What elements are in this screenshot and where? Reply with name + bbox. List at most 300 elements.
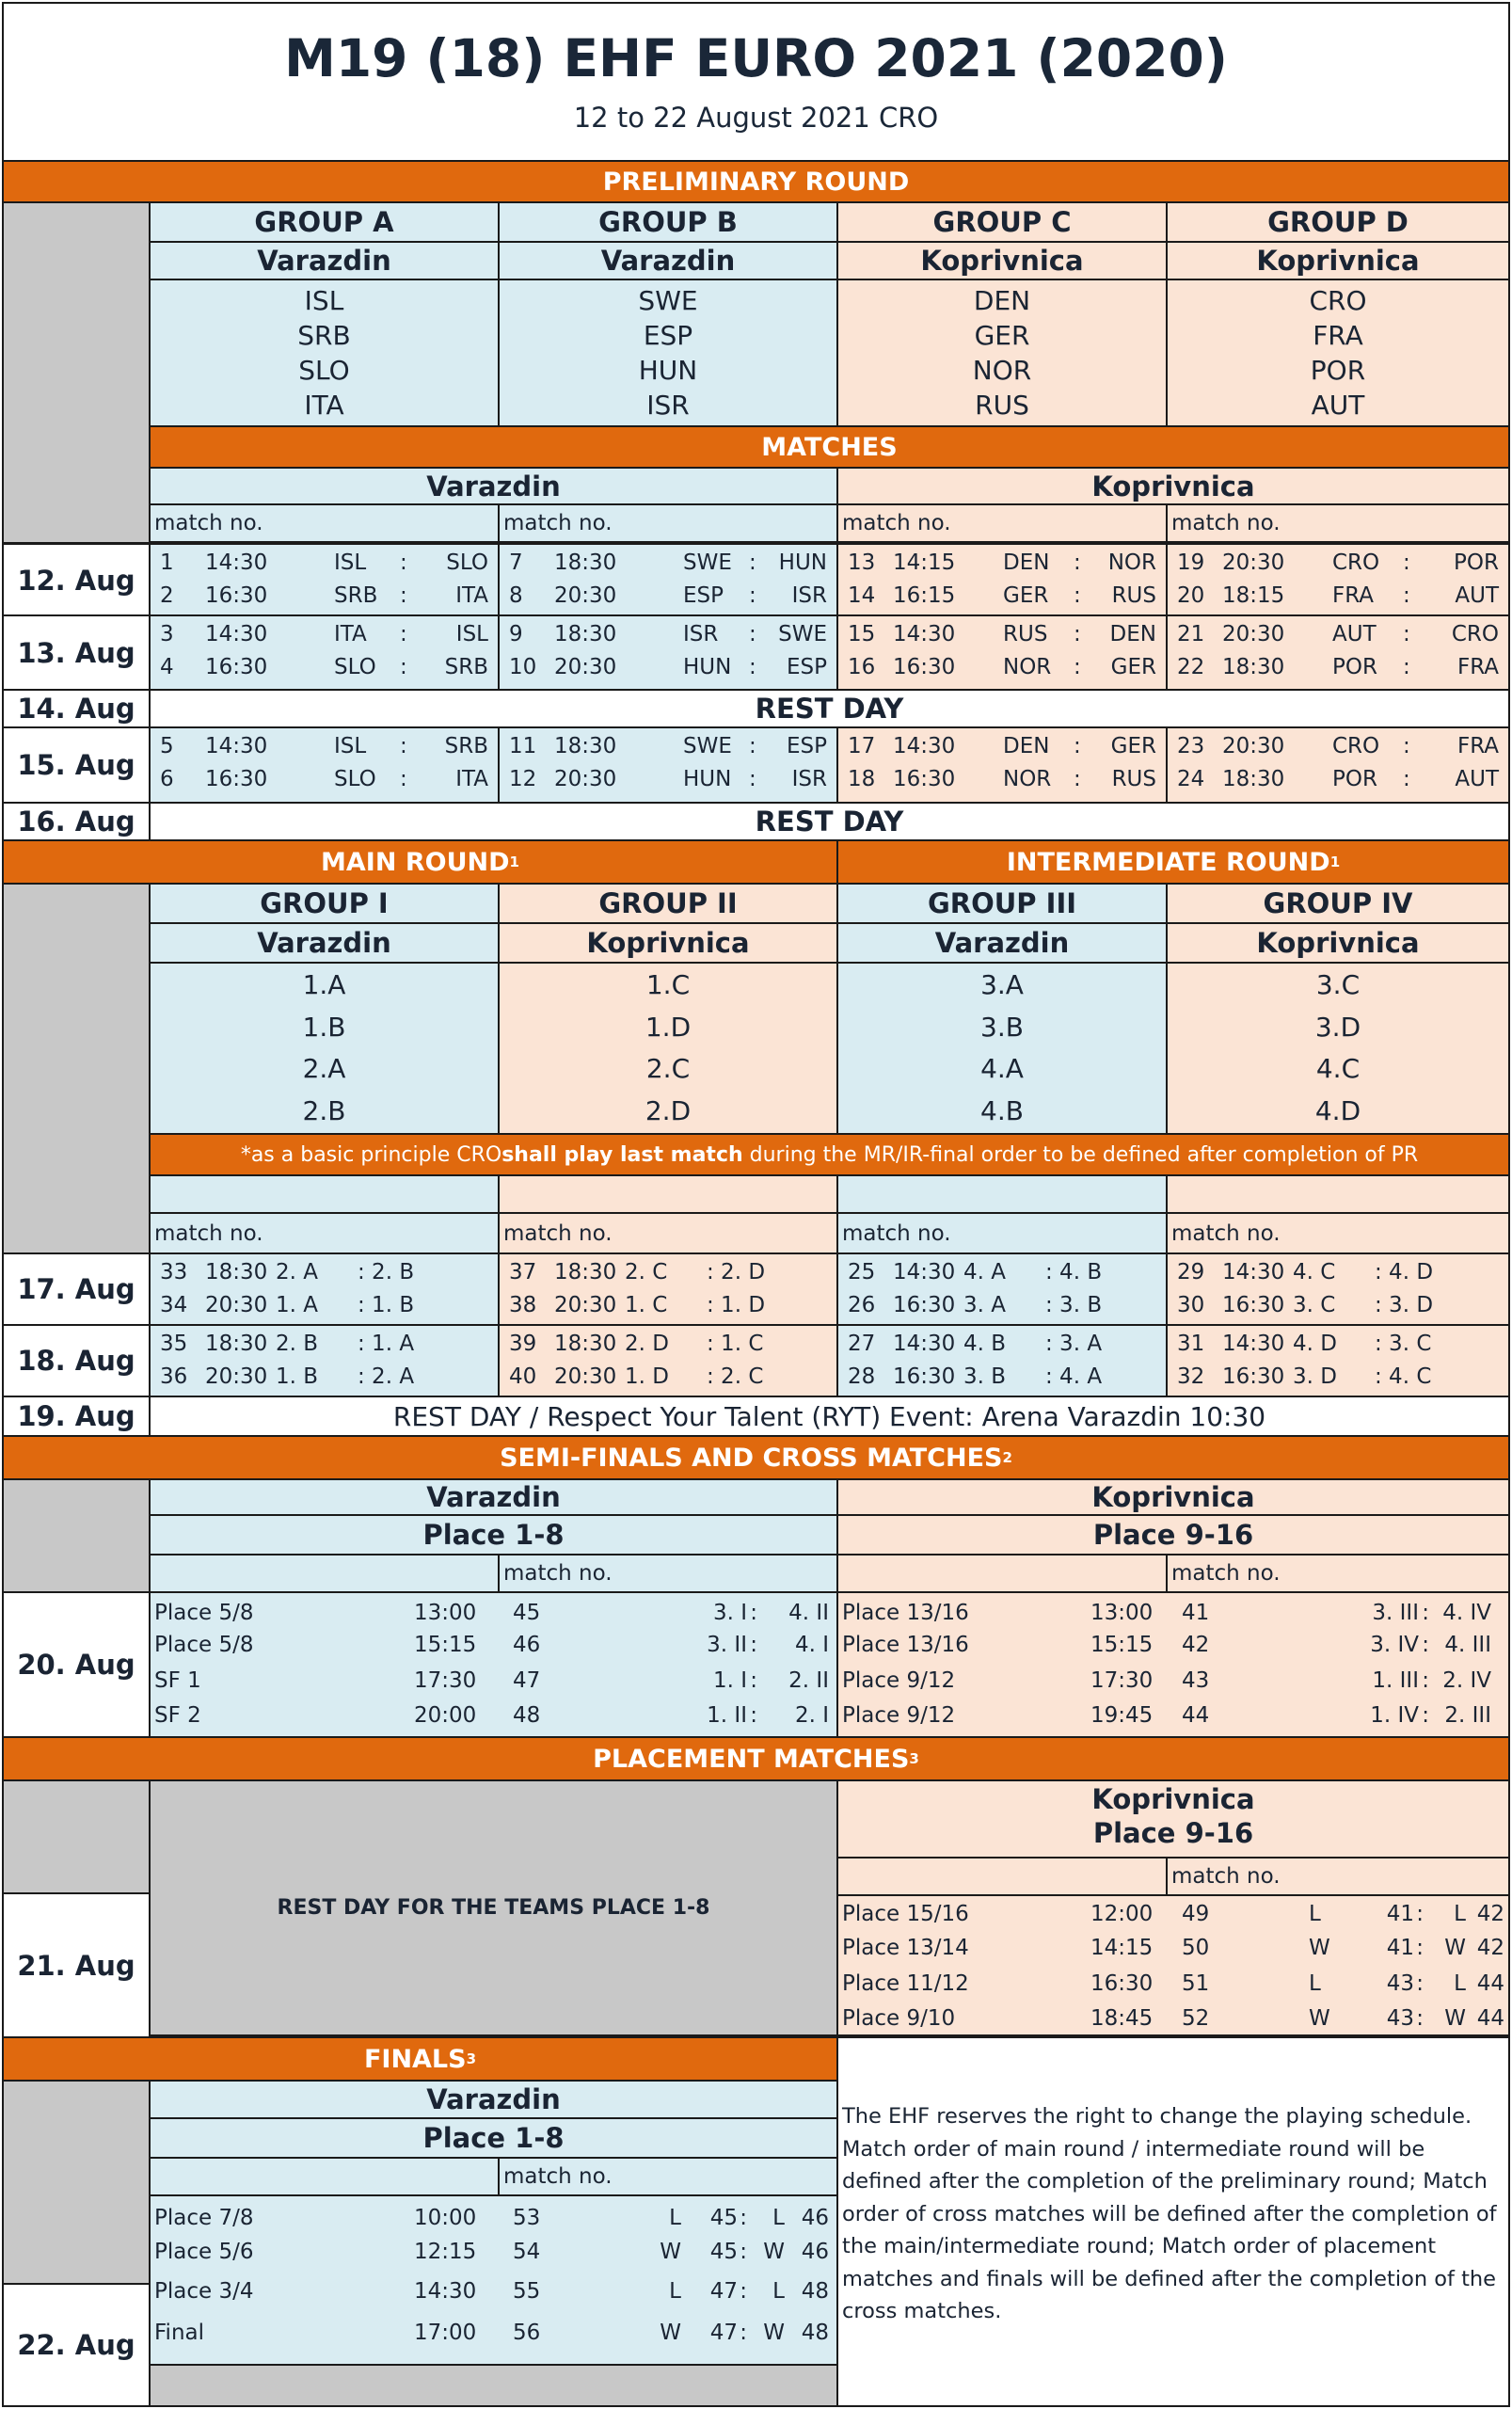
group-title: GROUP I [260,887,389,919]
team-name: GER [974,320,1030,351]
match-field: : [400,550,407,575]
date-text: 18. Aug [17,1345,135,1377]
section-placement-matches: PLACEMENT MATCHES 3 [2,1736,1510,1781]
match-field: 4. D [1293,1332,1337,1356]
match-field: 2. C [625,1260,668,1284]
match-field: 14:30 [1222,1332,1285,1356]
match-field: Place 13/16 [842,1633,969,1657]
match-field: SWE [683,550,732,575]
match-field: ISL [334,734,367,758]
match-field: : [749,622,756,646]
table-row [838,1699,1508,1734]
match-field: ISL [455,622,488,646]
match-field: 32 [1177,1364,1205,1389]
venue-koprivnica: Koprivnica [836,1478,1510,1516]
match-field: : [400,655,407,679]
match-field: 14:30 [414,2279,477,2304]
table-row [151,1328,498,1361]
match-field: 14:30 [893,1260,956,1284]
section-main-round: MAIN ROUND 1 [2,839,838,885]
match-field: 12 [509,767,537,791]
match-field: AUT [1332,622,1377,646]
match-field: 43 [1386,1971,1414,1996]
match-field: 47 [709,2279,738,2304]
match-no-label: match no. [498,2157,838,2196]
match-cell [149,1324,500,1397]
place-1-8: Place 1-8 [149,1514,838,1555]
match-field: 42 [1476,1902,1504,1926]
table-row [838,1289,1166,1322]
match-field: 3. I [712,1601,747,1625]
date-16-aug: 16. Aug [2,802,151,841]
match-field: : [1422,1601,1429,1625]
match-field: 10:00 [414,2206,477,2230]
match-field: GER [1003,583,1049,608]
match-field: DEN [1003,550,1050,575]
match-field: FRA [1456,734,1499,758]
date-text: 17. Aug [17,1273,135,1305]
match-field: 5 [160,734,174,758]
match-field: L [1454,1971,1466,1996]
venue-koprivnica: Koprivnica [1091,1783,1255,1815]
match-field: 11 [509,734,537,758]
date-text: 13. Aug [17,637,135,669]
match-field: : 3. B [1045,1293,1103,1317]
table-row [500,1256,836,1289]
match-field: 9 [509,622,523,646]
section-semi-finals: SEMI-FINALS AND CROSS MATCHES 2 [2,1435,1510,1480]
match-cell [1166,726,1510,804]
match-field: 20:30 [554,1364,617,1389]
match-field: : [750,1633,757,1657]
match-field: 49 [1182,1902,1210,1926]
match-field: : [1074,583,1081,608]
table-row [1168,651,1508,684]
table-row [500,580,836,613]
match-field: W [660,2321,681,2345]
match-field: SF 1 [154,1668,201,1693]
match-field: 2. D [625,1332,669,1356]
section-intermediate-round: INTERMEDIATE ROUND 1 [836,839,1510,885]
match-field: 18:30 [554,734,617,758]
match-field: : 4. B [1045,1260,1103,1284]
match-field: : [750,1703,757,1728]
match-field: 18:30 [554,622,617,646]
match-field: ESP [683,583,724,608]
section-preliminary-round: PRELIMINARY ROUND [2,160,1510,203]
match-field: HUN [778,550,827,575]
page-title: M19 (18) EHF EURO 2021 (2020) [284,28,1228,88]
match-no-label [836,503,1168,543]
match-field: 19:45 [1090,1703,1154,1728]
match-field: 3. A [963,1293,1006,1317]
match-field: 20:30 [554,767,617,791]
match-field: 44 [1476,2006,1504,2031]
match-field: Place 13/14 [842,1936,969,1960]
match-field: 12:15 [414,2240,477,2264]
match-field: DEN [1109,622,1156,646]
match-field: : [1416,2006,1424,2031]
match-field: 37 [509,1260,537,1284]
match-field: SRB [334,583,378,608]
match-field: L [1309,1971,1321,1996]
match-field: 40 [509,1364,537,1389]
match-field: 16:30 [205,767,268,791]
match-cell [836,543,1168,618]
group-name [498,201,838,243]
table-row [1168,580,1508,613]
rest-day: REST DAY [149,689,1510,728]
table-row [838,2002,1508,2036]
match-field: 4. C [1293,1260,1336,1284]
match-no-label [149,1212,500,1254]
match-no-text: match no. [1171,1220,1281,1246]
blank-cell [836,1174,1168,1214]
match-field: Place 5/8 [154,1601,254,1625]
group-name [1166,883,1510,924]
table-row [838,1593,1508,1629]
group-teams [149,279,500,427]
place-1-8: Place 1-8 [149,2117,838,2159]
team-name: HUN [638,355,698,386]
match-field: 3. B [963,1364,1007,1389]
match-field: : [400,767,407,791]
match-field: 12:00 [1090,1902,1154,1926]
table-row [838,1256,1166,1289]
group-title: GROUP C [932,206,1072,238]
match-no-label [498,1212,838,1254]
table-row [838,1932,1508,1968]
section-finals: FINALS 3 [2,2036,838,2082]
table-row [838,1896,1508,1932]
match-field: 20:30 [1222,550,1285,575]
match-field: 16:30 [1222,1293,1285,1317]
match-field: 18:30 [205,1260,268,1284]
match-no-label [1166,1212,1510,1254]
match-field: GER [1110,655,1156,679]
team-name: RUS [975,390,1029,421]
match-cell [1166,1324,1510,1397]
match-field: 39 [509,1332,537,1356]
date-19-aug: 19. Aug [2,1396,151,1437]
table-row [151,651,498,684]
match-field: 51 [1182,1971,1210,1996]
group-teams [1166,962,1510,1135]
match-field: ISR [683,622,719,646]
table-row [151,2317,836,2358]
team-name: 2.C [645,1053,691,1084]
match-field: 22 [1177,655,1205,679]
match-cell [1166,1252,1510,1326]
team-name: 1.A [302,969,346,1000]
venue-name: Koprivnica [1256,927,1420,959]
match-field: 56 [513,2321,541,2345]
table-row [151,1699,836,1734]
match-field: 43 [1182,1668,1210,1693]
table-row [151,1289,498,1322]
table-row [500,651,836,684]
match-field: : [749,655,756,679]
match-field: 16:30 [893,1293,956,1317]
match-field: : [1074,550,1081,575]
match-field: 41 [1386,1936,1414,1960]
match-no-text: match no. [503,511,613,535]
table-row [500,618,836,651]
table-row [1168,1361,1508,1394]
group-venue [836,241,1168,280]
group-name [836,201,1168,243]
table-row [838,580,1166,613]
match-field: : [749,734,756,758]
match-no-text: match no. [1171,511,1281,535]
team-name: 1.B [302,1011,346,1043]
match-field: : [749,767,756,791]
match-field: : [400,583,407,608]
table-row [151,547,498,580]
match-field: Place 9/12 [842,1703,956,1728]
match-field: 10 [509,655,537,679]
match-field: CRO [1451,622,1499,646]
match-field: 18:30 [554,1260,617,1284]
match-field: AUT [1455,767,1499,791]
table-row [838,1361,1166,1394]
group-venue [1166,241,1510,280]
match-field: L [1309,1902,1321,1926]
match-field: 46 [513,1633,541,1657]
match-no-label [149,503,500,543]
match-cell [1166,614,1510,692]
match-field: 15 [848,622,876,646]
match-no-label: match no. [498,1554,838,1593]
venue-varazdin: Varazdin [149,2080,838,2119]
date-21-aug: 21. Aug [2,1892,151,2038]
match-field: 48 [513,1703,541,1728]
match-field: 36 [160,1364,188,1389]
match-field: 4 [160,655,174,679]
match-field: : [1416,1971,1424,1996]
match-field: 16:15 [893,583,956,608]
venue-varazdin: Varazdin [149,1478,838,1516]
match-field: : [740,2279,747,2304]
match-cell [498,543,838,618]
match-field: : 3. C [1375,1332,1432,1356]
match-field: ESP [786,655,827,679]
table-row [500,1361,836,1394]
team-name: 4.A [980,1053,1024,1084]
team-name: 3.D [1314,1011,1361,1043]
date-cell [2,726,151,804]
match-field: : 2. A [358,1364,415,1389]
match-field: : [1403,583,1410,608]
match-field: 48 [801,2321,829,2345]
match-field: 2. III [1444,1703,1491,1728]
date-20-aug: 20. Aug [2,1591,151,1738]
team-name: FRA [1313,320,1363,351]
match-field: 20:30 [205,1293,268,1317]
match-field: 16:30 [893,655,956,679]
date-cell [2,1324,151,1397]
match-field: Place 5/6 [154,2240,254,2264]
table-row [151,2236,836,2275]
match-field: 16:30 [205,655,268,679]
match-field: 20:00 [414,1703,477,1728]
match-cell [498,1252,838,1326]
match-field: Place 11/12 [842,1971,969,1996]
match-field: 15:15 [414,1633,477,1657]
match-field: Place 13/16 [842,1601,969,1625]
match-field: 47 [709,2321,738,2345]
rest-day: REST DAY [149,802,1510,841]
table-row [500,1328,836,1361]
spacer-cell [149,2364,838,2407]
team-name: 4.C [1315,1053,1361,1084]
match-field: : [1422,1703,1429,1728]
group-teams [498,279,838,427]
match-field: SRB [444,655,488,679]
match-field: : 2. D [707,1260,766,1284]
match-field: : 3. A [1045,1332,1103,1356]
table-row [1168,1289,1508,1322]
table-row [1168,763,1508,796]
match-field: 20:30 [1222,622,1285,646]
match-field: HUN [683,655,732,679]
match-field: : [750,1668,757,1693]
date-cell [2,614,151,692]
venue-name: Varazdin [934,927,1070,959]
match-cell [149,2194,838,2366]
match-field: 38 [509,1293,537,1317]
match-field: Place 9/12 [842,1668,956,1693]
match-field: POR [1454,550,1499,575]
venue-name: Varazdin [257,927,391,959]
match-cell [836,1894,1510,2036]
team-name: SRB [297,320,351,351]
match-field: AUT [1455,583,1499,608]
match-field: 16:30 [1222,1364,1285,1389]
match-field: 53 [513,2206,541,2230]
match-field: 41 [1386,1902,1414,1926]
match-field: RUS [1111,583,1156,608]
match-field: NOR [1003,767,1052,791]
match-field: NOR [1107,550,1156,575]
match-field: 46 [801,2206,829,2230]
header [2,2,1510,162]
match-field: 18:30 [1222,655,1285,679]
match-field: ISR [791,583,827,608]
match-field: 4. I [794,1633,829,1657]
venue-name: Koprivnica [1256,245,1420,277]
match-field: RUS [1003,622,1048,646]
group-title: GROUP II [598,887,738,919]
match-field: L [669,2279,681,2304]
group-name [836,883,1168,924]
match-field: 16 [848,655,876,679]
match-field: 20:30 [554,1293,617,1317]
match-no-label [498,503,838,543]
match-field: 46 [801,2240,829,2264]
match-cell [1166,543,1510,618]
match-field: 20:30 [205,1364,268,1389]
match-field: 13:00 [1090,1601,1154,1625]
match-field: 1 [160,550,174,575]
venue-name: Varazdin [257,245,391,277]
match-field: 54 [513,2240,541,2264]
match-field: 17:30 [1090,1668,1154,1693]
match-field: 42 [1182,1633,1210,1657]
match-field: : 4. A [1045,1364,1103,1389]
group-venue [836,922,1168,964]
date-22-aug: 22. Aug [2,2283,151,2407]
match-field: : 1. A [358,1332,415,1356]
match-field: 1. D [625,1364,669,1389]
venue-name: Koprivnica [920,245,1084,277]
match-field: 20:30 [554,583,617,608]
team-name: AUT [1311,390,1365,421]
match-field: L [772,2279,785,2304]
match-field: 6 [160,767,174,791]
match-field: : 2. B [358,1260,415,1284]
match-cell [149,614,500,692]
match-field: 2. A [276,1260,318,1284]
matches-header: MATCHES [149,425,1510,469]
match-field: 3. III [1372,1601,1419,1625]
group-venue [149,922,500,964]
match-field: ISL [334,550,367,575]
team-name: 2.D [645,1094,692,1126]
spacer-cell [2,2080,151,2285]
match-field: 14 [848,583,876,608]
group-teams [1166,279,1510,427]
match-field: W [660,2240,681,2264]
match-field: Place 15/16 [842,1902,969,1926]
match-field: ITA [455,583,488,608]
match-field: : 2. C [707,1364,764,1389]
rest-day-teams-1-8: REST DAY FOR THE TEAMS PLACE 1-8 [149,1779,838,2036]
blank-cell [149,1174,500,1214]
match-cell [149,1591,838,1738]
match-field: 18:45 [1090,2006,1154,2031]
match-field: SLO [446,550,488,575]
match-field: SWE [778,622,827,646]
match-field: 24 [1177,767,1205,791]
match-field: 30 [1177,1293,1205,1317]
match-field: : [740,2321,747,2345]
match-field: 16:30 [205,583,268,608]
match-field: 15:15 [1090,1633,1154,1657]
match-field: 1. C [625,1293,668,1317]
match-field: : [1074,734,1081,758]
match-cell [149,1252,500,1326]
match-field: NOR [1003,655,1052,679]
table-row [151,1256,498,1289]
group-title: GROUP D [1267,206,1409,238]
match-field: : [1416,1936,1424,1960]
match-field: : [400,734,407,758]
match-cell [836,1252,1168,1326]
table-row [151,580,498,613]
table-row [1168,1256,1508,1289]
match-field: 4. III [1444,1633,1491,1657]
blank-cell [1166,1174,1510,1214]
table-row [838,547,1166,580]
match-field: 1. A [276,1293,318,1317]
match-field: 26 [848,1293,876,1317]
match-field: CRO [1332,550,1380,575]
match-field: 1. II [707,1703,747,1728]
match-field: : [1403,767,1410,791]
match-field: 25 [848,1260,876,1284]
match-field: : [1403,550,1410,575]
